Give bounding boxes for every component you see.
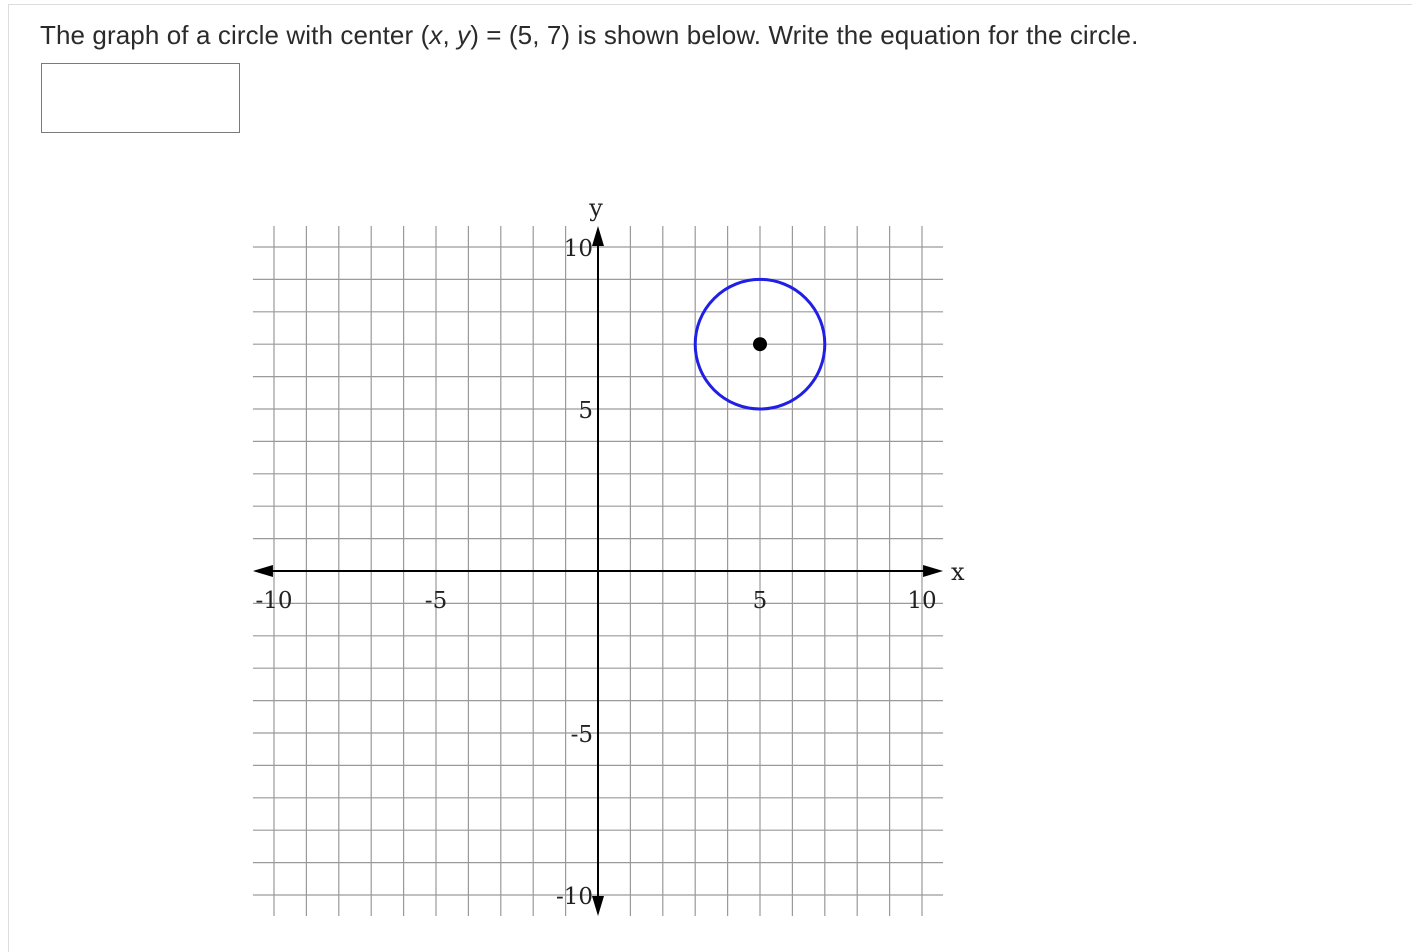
question-x-variable: x	[429, 20, 443, 50]
question-prefix: The graph of a circle with center (	[40, 20, 430, 50]
question-y-variable: y	[457, 20, 471, 50]
y-tick-label: 10	[563, 236, 593, 262]
y-axis-label: y	[589, 193, 603, 222]
x-tick-label: 10	[907, 588, 937, 614]
x-axis-label: x	[951, 558, 965, 586]
y-axis-bottom-arrow	[592, 896, 604, 916]
x-tick-label: 5	[752, 588, 768, 614]
x-axis-right-arrow	[923, 565, 943, 577]
x-axis-left-arrow	[253, 565, 273, 577]
y-tick-label: -5	[570, 722, 593, 748]
circle-center-point	[753, 337, 767, 351]
y-axis-top-arrow	[592, 226, 604, 246]
x-tick-label: -5	[424, 588, 448, 614]
question-suffix: ) = (5, 7) is shown below. Write the equation for the circle.	[470, 20, 1139, 50]
y-tick-label: -10	[555, 884, 593, 910]
question-comma: ,	[442, 20, 458, 50]
x-tick-label: -10	[255, 588, 293, 614]
y-tick-label: 5	[578, 398, 593, 424]
